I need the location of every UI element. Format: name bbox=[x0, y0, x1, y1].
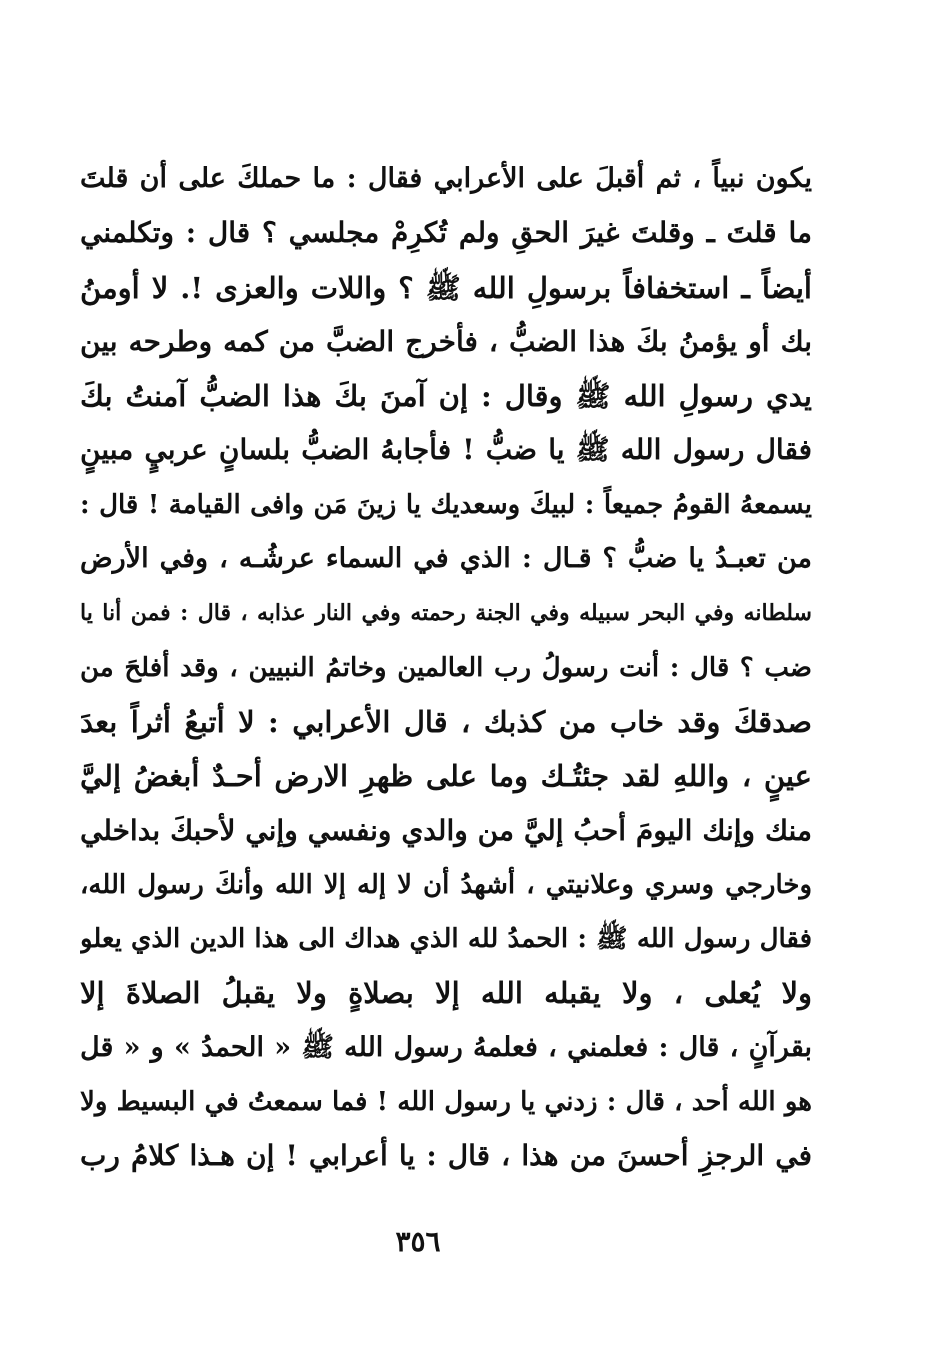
text-line: من تعبـدُ يا ضبُّ ؟ قـال : الذي في السماء عرشُـه ، وفي الأرض bbox=[80, 543, 812, 575]
text-line: يسمعهُ القومُ جميعاً : لبيكَ وسعديك يا زينَ مَن وافى القيامة ! قال : bbox=[80, 489, 812, 520]
text-line: فقال رسول الله ﷺ : الحمدُ لله الذي هداك الى هذا الدين الذي يعلو bbox=[80, 924, 812, 955]
text-line: عينٍ ، واللهِ لقد جئتُـك وما على ظهرِ الارض أحـدٌ أبغضُ إليَّ bbox=[80, 759, 812, 794]
text-line: في الرجزِ أحسنَ من هذا ، قال : يا أعرابي ! إن هـذا كلامُ رب bbox=[80, 1139, 812, 1173]
body-text bbox=[80, 152, 812, 1184]
text-line: ضب ؟ قال : أنت رسولُ رب العالمين وخاتمُ النبيين ، وقد أفلحَ من bbox=[80, 652, 812, 683]
text-line: بقرآنٍ ، قال : فعلمني ، فعلمهُ رسول الله ﷺ « الحمدُ » و « قل bbox=[80, 1031, 812, 1063]
text-line: بك أو يؤمنُ بكَ هذا الضبُّ ، فأخرج الضبَّ من كمه وطرحه بين bbox=[80, 324, 812, 358]
text-line: فقال رسول الله ﷺ يا ضبُّ ! فأجابهُ الضبُّ بلسانٍ عربيٍ مبينٍ bbox=[80, 433, 812, 467]
text-line: هو الله أحد ، قال : زدني يا رسول الله ! فما سمعتُ في البسيط ولا bbox=[80, 1087, 812, 1118]
text-line: أيضاً ـ استخفافاً برسولِ الله ﷺ ؟ واللات والعزى !. لا أومنُ bbox=[80, 270, 812, 305]
text-line: منك وإنك اليومَ أحبُ إليَّ من والدي ونفسي وإني لأحبكَ بداخلي bbox=[80, 813, 812, 847]
text-line: ولا يُعلى ، ولا يقبله الله إلا بصلاةٍ ولا يقبلُ الصلاةَ إلا bbox=[80, 976, 812, 1011]
page-number: ٣٥٦ bbox=[395, 1225, 441, 1258]
text-line: صدقكَ وقد خاب من كذبك ، قال الأعرابي : لا أتبعُ أثراً بعدَ bbox=[80, 704, 812, 739]
text-line: ما قلتَ ـ وقلتَ غيرَ الحقِ ولم تُكرِمْ مجلسي ؟ قال : وتكلمني bbox=[80, 216, 812, 250]
text-line: يكون نبياً ، ثم أقبلَ على الأعرابي فقال : ما حملكَ على أن قلتَ bbox=[80, 163, 812, 194]
text-line: سلطانه وفي البحر سبيله وفي الجنة رحمته وفي النار عذابه ، قال : فمن أنا يا bbox=[80, 600, 812, 627]
text-line: يدي رسولِ الله ﷺ وقال : إن آمنَ بكَ هذا الضبُّ آمنتُ بكَ bbox=[80, 379, 812, 414]
text-line: وخارجي وسري وعلانيتي ، أشهدُ أن لا إله إلا الله وأنكَ رسول الله، bbox=[80, 869, 812, 900]
